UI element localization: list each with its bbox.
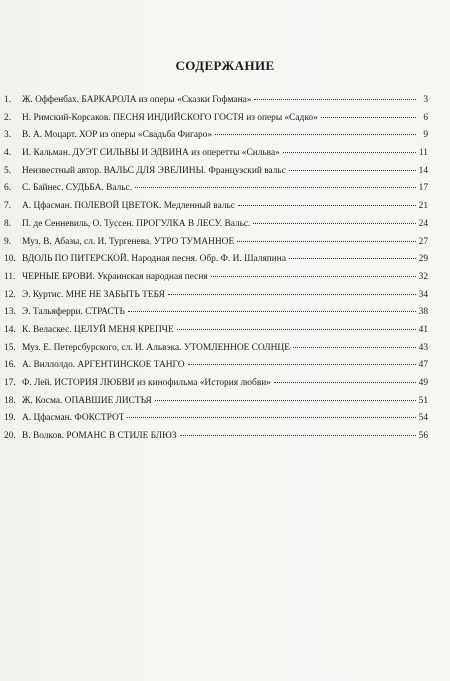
toc-entry [4,251,428,269]
toc-entry-page: 6 [423,112,428,123]
toc-entry [4,393,428,411]
dot-leader [211,276,416,277]
toc-entry [4,180,428,198]
toc-entry-page: 34 [418,289,428,300]
dot-leader [274,382,416,383]
toc-entry-number: 2. [4,112,12,123]
toc-entry-page: 11 [418,148,428,159]
toc-entry-title: В. А. Моцарт. ХОР из оперы «Свадьба Фигаро» [22,130,213,141]
toc-entry-title: Неизвестный автор. ВАЛЬС ДЛЯ ЭВЕЛИНЫ. Французский вальс [22,165,286,176]
toc-title: СОДЕРЖАНИЕ [175,58,275,73]
toc-entry-title: Н. Римский-Корсаков. ПЕСНЯ ИНДИЙСКОГО ГОСТЯ из оперы «Садко» [22,112,318,123]
toc-entry-title: А. Виллолдо. АРГЕНТИНСКОЕ ТАНГО [22,360,185,371]
dot-leader [188,364,416,365]
toc-entry [4,428,428,446]
toc-entry-page: 9 [423,130,428,141]
dot-leader [177,329,416,330]
toc-entry-number: 9. [4,236,12,247]
toc-entry [4,287,428,305]
toc-entry [4,110,428,128]
toc-entry-page: 49 [418,378,428,388]
toc-entry-page: 43 [418,342,428,353]
toc-entry-number: 13. [4,307,16,318]
toc-entry-number: 12. [4,289,16,300]
toc-entry-page: 17 [418,183,428,194]
dot-leader [254,99,416,100]
toc-entry-title: И. Кальман. ДУЭТ СИЛЬВЫ И ЭДВИНА из оперетты «Сильва» [22,148,280,159]
toc-entry-number: 1. [4,95,12,105]
toc-entry [4,322,428,340]
dot-leader [135,187,416,188]
toc-entry-title: С. Байнес. СУДЬБА. Вальс. [22,183,133,194]
toc-entry-number: 18. [4,395,16,406]
toc-entry-page: 32 [418,271,428,282]
toc-entry [4,145,428,163]
toc-entry [4,340,428,358]
toc-entry-page: 29 [418,254,428,265]
dot-leader [155,400,416,401]
dot-leader [168,294,416,295]
toc-entry-page: 21 [418,201,428,212]
dot-leader [293,347,416,348]
toc-entry-number: 19. [4,413,16,424]
dot-leader [283,152,416,153]
toc-entry [4,304,428,322]
toc-entry-number: 3. [4,130,12,141]
dot-leader [237,241,416,242]
toc-entry [4,234,428,252]
toc-entry-number: 11. [4,271,16,282]
toc-entry-title: А. Цфасман. ФОКСТРОТ [22,413,125,424]
toc-entry-page: 51 [418,395,428,406]
toc-entry-title: Ж. Оффенбах. БАРКАРОЛА из оперы «Сказки Гофмана» [22,95,252,105]
dot-leader [321,117,416,118]
toc-entry-page: 56 [418,431,428,442]
toc-entry-page: 14 [418,165,428,176]
toc-entry [4,163,428,181]
toc-entry-number: 20. [4,431,16,442]
toc-entry-number: 16. [4,360,16,371]
dot-leader [289,170,416,171]
toc-entry-number: 5. [4,165,12,176]
toc-entry-page: 3 [423,95,428,105]
toc-entry-title: Э. Тальяферри. СТРАСТЬ [22,307,125,318]
toc-entry-title: ЧЕРНЫЕ БРОВИ. Украинская народная песня [22,271,208,282]
toc-entry-title: Ж. Косма. ОПАВШИЕ ЛИСТЬЯ [22,395,152,406]
toc-entry [4,127,428,145]
toc-entry-title: А. Цфасман. ПОЛЕВОЙ ЦВЕТОК. Медленный вальс [22,201,235,212]
toc-entry-page: 24 [418,218,428,229]
toc-entry-number: 6. [4,183,12,194]
dot-leader [289,258,416,259]
toc-entry-number: 14. [4,324,16,335]
toc-entry [4,375,428,393]
toc-entry-title: Муз. Е. Петерсбурского, сл. И. Альвэка. УТОМЛЕННОЕ СОЛНЦЕ [22,342,290,353]
toc-entry-number: 8. [4,218,12,229]
dot-leader [180,435,416,436]
toc-entry-title: Муз. В. Абазы, сл. И. Тургенева. УТРО ТУМАННОЕ [22,236,235,247]
dot-leader [238,205,416,206]
toc-entry [4,216,428,234]
toc-entry-number: 7. [4,201,12,212]
table-of-contents [4,92,428,446]
dot-leader [253,223,416,224]
dot-leader [215,134,416,135]
toc-entry-page: 41 [418,324,428,335]
toc-entry-page: 27 [418,236,428,247]
toc-entry-title: ВДОЛЬ ПО ПИТЕРСКОЙ. Народная песня. Обр. Ф. И. Шаляпина [22,254,286,265]
toc-entry-number: 15. [4,342,16,353]
toc-entry [4,198,428,216]
toc-entry-title: Ф. Лей. ИСТОРИЯ ЛЮБВИ из кинофильма «История любви» [22,378,271,388]
toc-entry [4,410,428,428]
toc-entry-number: 10. [4,254,16,265]
toc-entry-page: 38 [418,307,428,318]
toc-entry-title: Э. Куртис. МНЕ НЕ ЗАБЫТЬ ТЕБЯ [22,289,165,300]
toc-entry-page: 47 [418,360,428,371]
toc-entry-title: П. де Сенневиль, О. Туссен. ПРОГУЛКА В ЛЕСУ. Вальс. [22,218,251,229]
toc-entry [4,269,428,287]
toc-entry-title: В. Волков. РОМАНС В СТИЛЕ БЛЮЗ [22,431,177,442]
toc-entry-number: 4. [4,148,12,159]
toc-entry [4,357,428,375]
dot-leader [128,311,416,312]
dot-leader [127,417,416,418]
toc-entry-number: 17. [4,378,16,388]
toc-entry-title: К. Веласкес. ЦЕЛУЙ МЕНЯ КРЕПЧЕ [22,324,174,335]
toc-entry-page: 54 [418,413,428,424]
toc-entry [4,92,428,110]
